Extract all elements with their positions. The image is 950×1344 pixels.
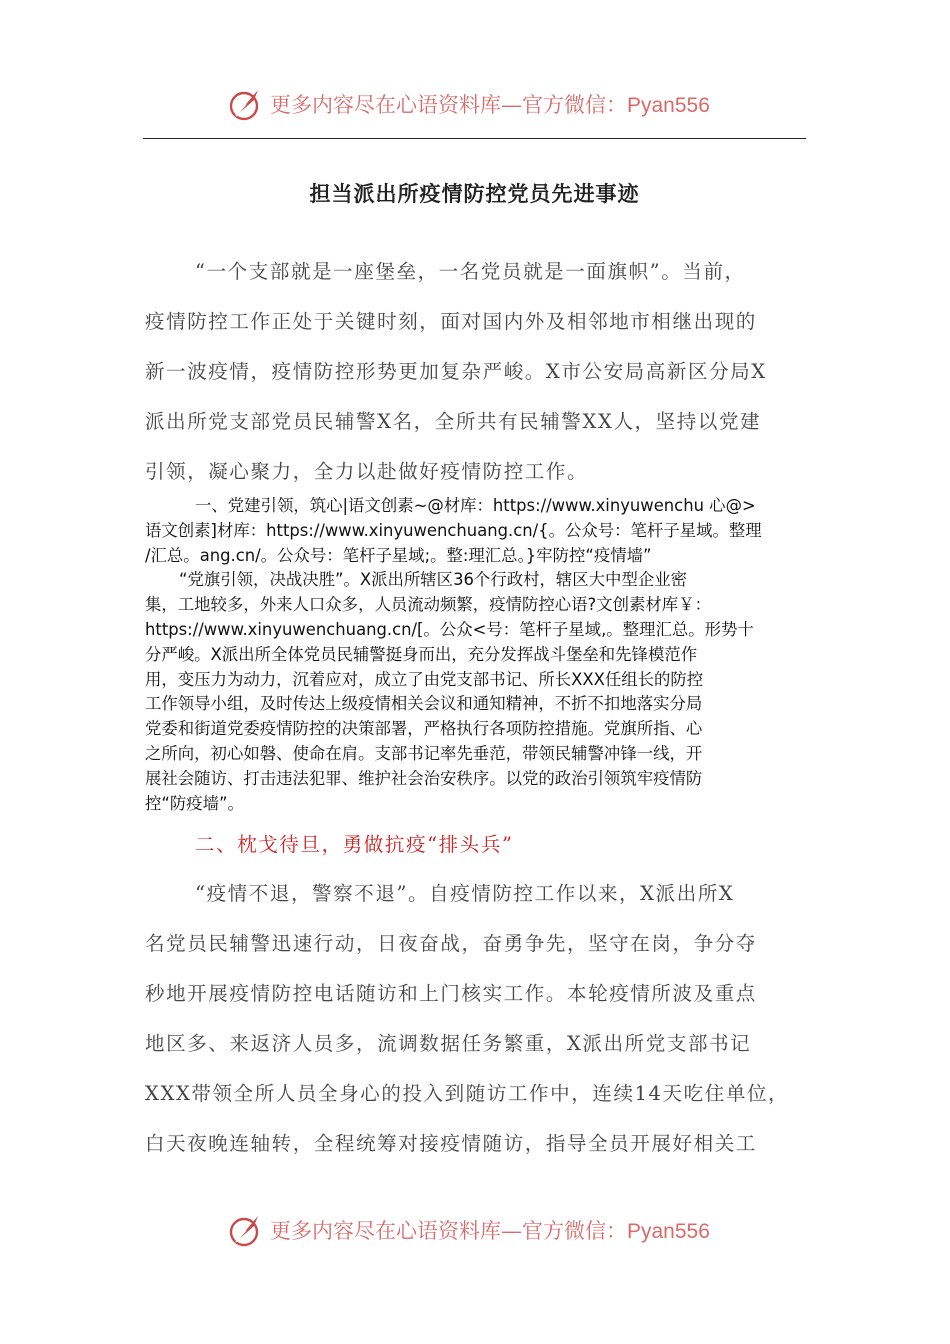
text-line: “一个支部就是一座堡垒，一名党员就是一面旗帜”。当前， bbox=[195, 260, 746, 283]
text-line: 分严峻。X派出所全体党员民辅警挺身而出，充分发挥战斗堡垒和先锋模范作 bbox=[145, 644, 698, 664]
banner-text: 更多内容尽在心语资料库—官方微信：Pyan556 bbox=[270, 93, 710, 117]
text-line: 党委和街道党委疫情防控的决策部署，严格执行各项防控措施。党旗所指、心 bbox=[145, 719, 703, 739]
header-divider bbox=[143, 138, 806, 139]
text-line: 控“防疫墙”。 bbox=[145, 793, 244, 813]
intro-paragraph bbox=[145, 247, 808, 497]
text-line: /汇总。ang.cn/。公众号：笔杆子星域;。整:理汇总。}牢防控“疫情墙” bbox=[145, 545, 652, 565]
text-line: 语文创素]材库：https://www.xinyuwenchuang.cn/{。公众号：笔杆子星域。整理 bbox=[145, 520, 762, 540]
footer-banner bbox=[228, 1210, 710, 1250]
text-line: 派出所党支部党员民辅警X名，全所共有民辅警XX人，坚持以党建 bbox=[145, 410, 762, 433]
text-line: 之所向，初心如磐、使命在肩。支部书记率先垂范，带领民辅警冲锋一线，开 bbox=[145, 743, 703, 763]
text-line: https://www.xinyuwenchuang.cn/[。公众<号：笔杆子星域,。整理汇总。形势十 bbox=[145, 619, 754, 639]
text-line: 工作领导小组，及时传达上级疫情相关会议和通知精神，不折不扣地落实分局 bbox=[145, 694, 703, 714]
text-line: 用，变压力为动力，沉着应对，成立了由党支部书记、所长XXX任组长的防控 bbox=[145, 669, 704, 689]
text-line: “疫情不退，警察不退”。自疫情防控工作以来，X派出所X bbox=[195, 882, 735, 905]
text-line: 白天夜晚连轴转，全程统筹对接疫情随访，指导全员开展好相关工 bbox=[145, 1132, 757, 1155]
text-line: 地区多、来返济人员多，流调数据任务繁重，X派出所党支部书记 bbox=[145, 1032, 752, 1055]
quill-logo-icon bbox=[228, 86, 264, 122]
quill-logo-icon bbox=[228, 1212, 264, 1248]
text-line: “党旗引领，决战决胜”。X派出所辖区36个行政村，辖区大中型企业密 bbox=[179, 570, 688, 590]
text-line: XXX带领全所人员全身心的投入到随访工作中，连续14天吃住单位， bbox=[145, 1082, 790, 1105]
text-line: 秒地开展疫情防控电话随访和上门核实工作。本轮疫情所波及重点 bbox=[145, 982, 757, 1005]
text-line: 新一波疫情，疫情防控形势更加复杂严峻。X市公安局高新区分局X bbox=[145, 360, 767, 383]
text-line: 名党员民辅警迅速行动，日夜奋战，奋勇争先，坚守在岗，争分夺 bbox=[145, 932, 757, 955]
text-line: 引领，凝心聚力，全力以赴做好疫情防控工作。 bbox=[145, 460, 589, 483]
section-2-paragraph bbox=[145, 869, 808, 1169]
text-line: 集，工地较多，外来人口众多，人员流动频繁，疫情防控心语?文创素材库￥： bbox=[145, 595, 711, 615]
wechat-handle: Pyan556 bbox=[627, 94, 710, 117]
section-2-heading: 二、枕戈待旦，勇做抗疫“排头兵” bbox=[195, 833, 514, 856]
header-banner bbox=[228, 84, 710, 124]
text-line: 展社会随访、打击违法犯罪、维护社会治安秩序。以党的政治引领筑牢疫情防 bbox=[145, 768, 703, 788]
section-1-paragraph bbox=[145, 494, 808, 816]
text-line: 疫情防控工作正处于关键时刻，面对国内外及相邻地市相继出现的 bbox=[145, 310, 757, 333]
wechat-handle: Pyan556 bbox=[627, 1220, 710, 1243]
document-title: 担当派出所疫情防控党员先进事迹 bbox=[309, 182, 640, 206]
banner-text: 更多内容尽在心语资料库—官方微信：Pyan556 bbox=[270, 1219, 710, 1243]
text-line: 一、党建引领，筑心|语文创素~@材库：https://www.xinyuwenchu 心@> bbox=[195, 496, 756, 515]
